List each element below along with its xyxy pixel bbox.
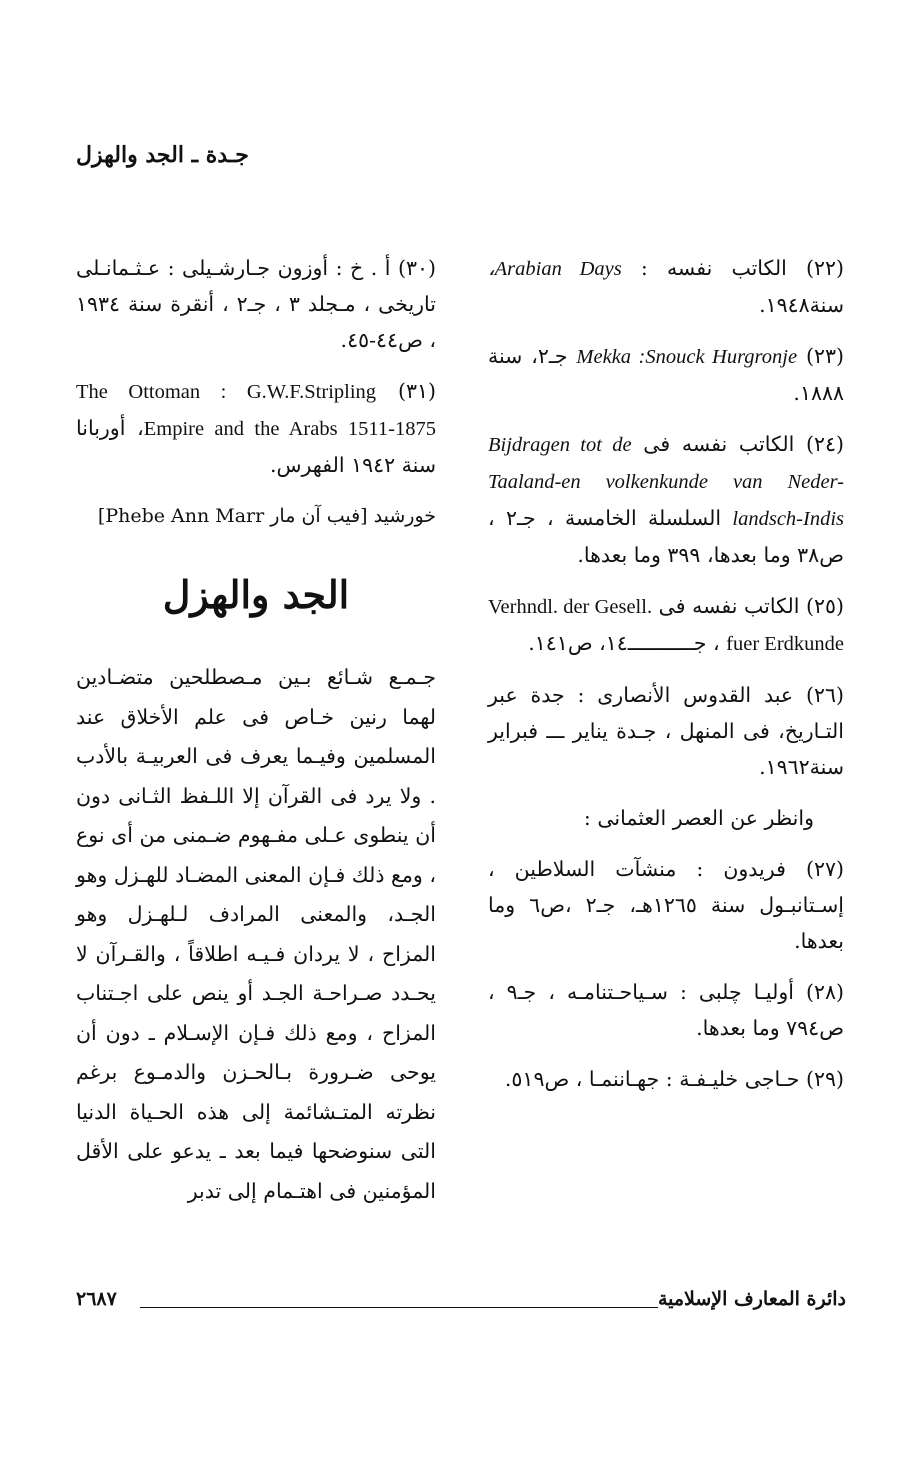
latin-title: Bijdragen tot de Taaland-en volkenkunde van Neder-landsch-Indis — [488, 434, 845, 530]
ref-number: (٣١) — [397, 379, 436, 403]
reference-25: (٢٥) الكاتب نفسه فى Verhndl. der Gesell. fuer Erdkunde ، جـــــــــــ١٤، ص١٤١. — [488, 594, 844, 655]
ref-number: (٣٠) — [397, 256, 436, 280]
ref-number: (٢٢) — [805, 256, 844, 280]
latin-title: Mekka :Snouck Hurgronje — [576, 346, 798, 368]
reference-29: (٢٩) حـاجى خليـفـة : جهـاننمـا ، ص٥١٩. — [504, 1067, 844, 1091]
reference-24: (٢٤) الكاتب نفسه فى Bijdragen tot de Taaland-en volkenkunde van Neder-landsch-Indis السلسلة الخامسة ، جـ٢ ، ص٣٨ وما بعدها، ٣٩٩ وما بعدها. — [488, 432, 845, 567]
reference-27: (٢٧) فريدون : منشآت السلاطين ، إسـتانبـول سنة ١٢٦٥هـ، جـ٢ ،ص٦ وما بعدها. — [488, 857, 844, 953]
author-signature: خورشيد [فيب آن مار Phebe Ann Marr] — [97, 505, 436, 527]
ref-number: (٢٦) — [805, 683, 844, 707]
reference-23: (٢٣) Mekka :Snouck Hurgronje جـ٢، سنة ١٨٨٨. — [488, 344, 844, 405]
page-footer — [76, 1288, 846, 1318]
ref-number: (٢٥) — [805, 594, 844, 618]
ref-number: (٢٣) — [805, 344, 844, 368]
running-head: جـدة ـ الجد والهزل — [76, 142, 249, 168]
journal-name: دائرة المعارف الإسلامية — [657, 1288, 846, 1310]
ref-number: (٢٨) — [805, 980, 844, 1004]
body-paragraph: جـمـع شـائع بـين مـصطلحين متضـادين لهما رنين خـاص فى علم الأخلاق عند المسلمين وفيـما يعرف فى العربيـة بالأدب . ولا يرد فى القرآن إلا اللـفظ الثـانى دون أن ينطوى عـلى مفـهوم ضـمنى من أى نوع ، ومع ذلك فـإن المعنى المضـاد للهـزل وهو الجـد، والمعنى المرادف لـلهـزل وهو المزاح ، لا يردان فـيـه اطلاقاً ، والقـرآن لا يحـدد صـراحـة الجـد أو ينص على اجـتناب المزاح ، ومع ذلك فـإن الإسـلام ـ دون أن يوحى ضـرورة بـالحـزن والدمـوع برغم نظرته المتـشائمة إلى هذه الحـياة الدنيا التى سنوضحها فيما بعد ـ يدعو على الأقل المؤمنين فى اهتـمام إلى تدبر — [76, 665, 436, 1203]
reference-26: (٢٦) عبد القدوس الأنصارى : جدة عبر التـاريخ، فى المنهل ، جـدة يناير ـــ فبراير سنة١٩٦٢. — [488, 683, 844, 779]
right-column — [488, 250, 844, 1112]
ref-number: (٢٩) — [805, 1067, 844, 1091]
reference-30: (٣٠) أ . خ : أوزون جـارشـيلى : عـثـمانـلى تاريخى ، مـجلد ٣ ، جـ٢ ، أنقرة سنة ١٩٣٤ ، ص٤٤-٤٥. — [76, 256, 437, 352]
reference-22: (٢٢) الكاتب نفسه : Arabian Days، سنة١٩٤٨. — [488, 256, 844, 317]
latin-title: Verhndl. der Gesell. fuer Erdkunde — [488, 596, 844, 655]
page-number: ٢٦٨٧ — [76, 1288, 117, 1310]
see-also-heading: وانظر عن العصر العثمانى : — [583, 806, 814, 830]
latin-title: The Ottoman : G.W.F.Stripling Empire and the Arabs 1511-1875 — [76, 381, 436, 440]
section-title: الجد والهزل — [162, 572, 350, 617]
reference-28: (٢٨) أوليـا چلبى : سـياحـتنامـه ، جـ٩ ، ص٧٩٤ وما بعدها. — [488, 980, 844, 1040]
ref-number: (٢٤) — [805, 432, 844, 456]
footer-rule — [140, 1307, 658, 1308]
left-column — [76, 250, 436, 1211]
article-body — [76, 658, 436, 1211]
reference-31: (٣١) The Ottoman : G.W.F.Stripling Empire and the Arabs 1511-1875، أوربانا سنة ١٩٤٢ الفهرس. — [76, 379, 436, 477]
ref-number: (٢٧) — [805, 857, 844, 881]
latin-title: Arabian Days، — [488, 258, 622, 280]
